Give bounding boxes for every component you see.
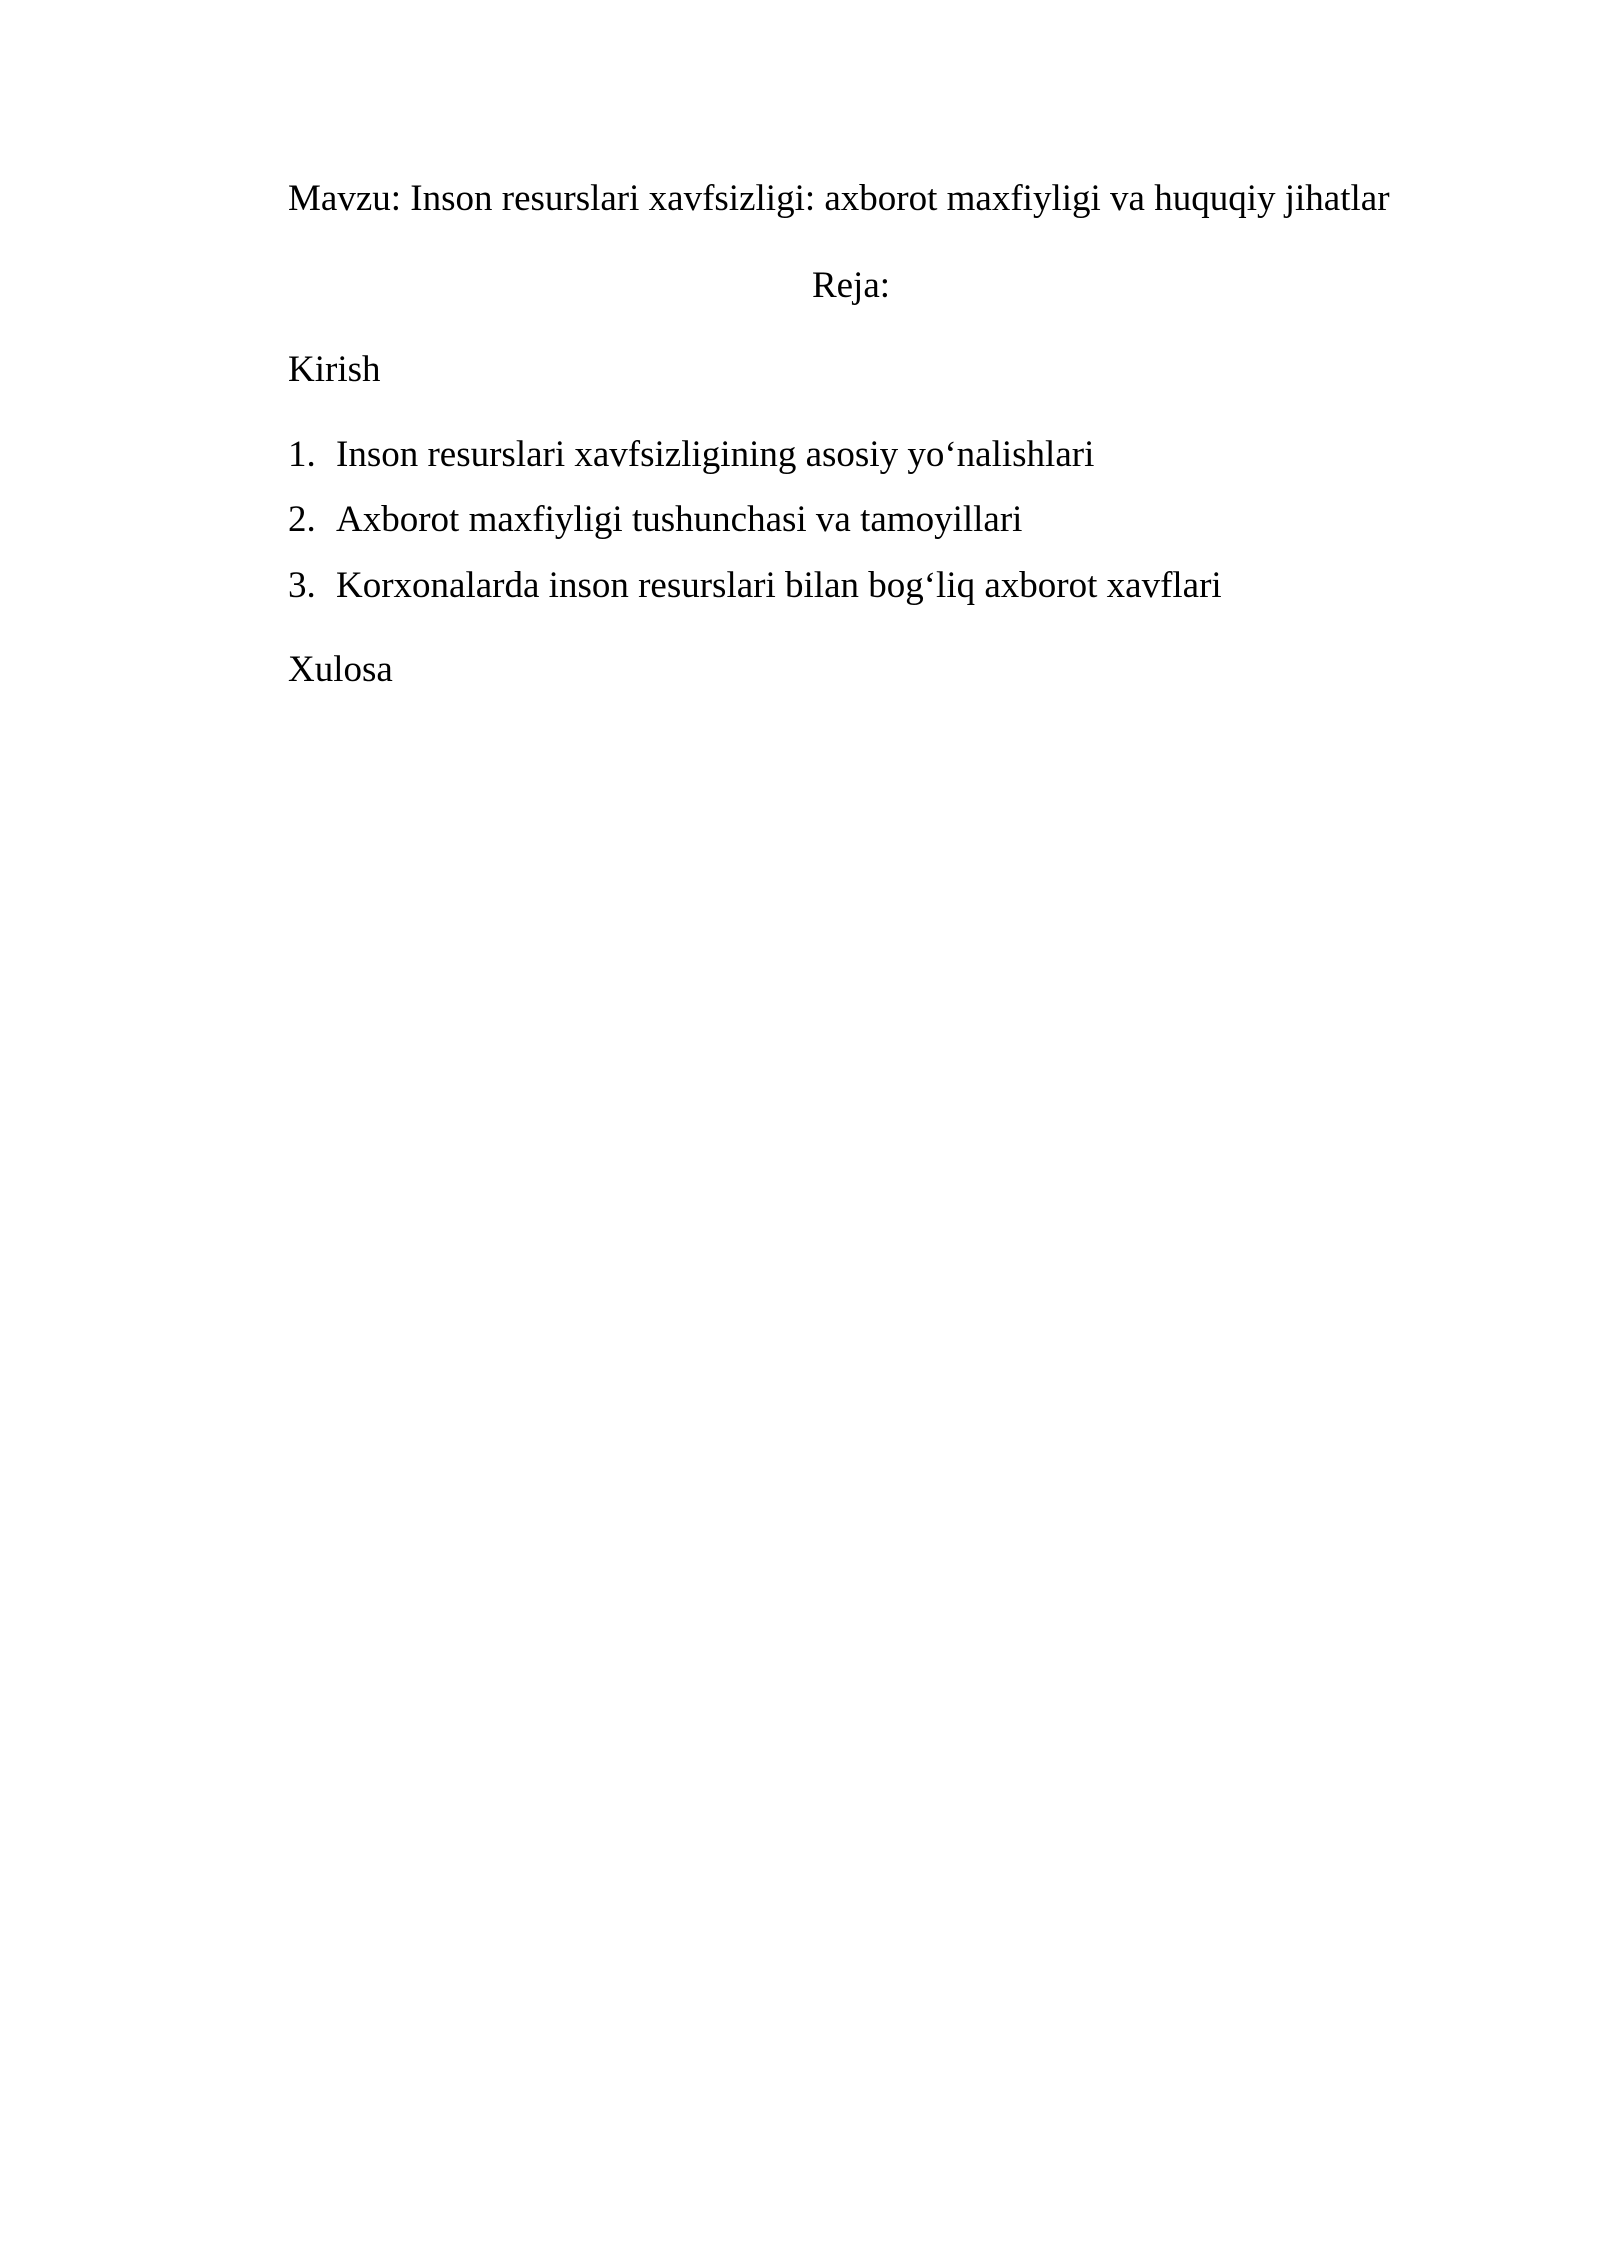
plan-item-text: Axborot maxfiyligi tushunchasi va tamoyillari [336, 499, 1023, 541]
plan-list-item [288, 499, 1428, 542]
plan-list-item [288, 434, 1428, 477]
plan-heading: Reja: [811, 264, 891, 306]
plan-list [288, 434, 1428, 608]
document-title: Mavzu: Inson resurslari xavfsizligi: axborot maxfiyligi va huquqiy jihatlar [288, 178, 1390, 219]
plan-item-number: 1. [288, 433, 316, 475]
document-content [288, 178, 1428, 692]
plan-item-number: 3. [288, 564, 316, 606]
intro-heading: Kirish [288, 349, 381, 391]
plan-item-text: Inson resurslari xavfsizligining asosiy yo‘nalishlari [336, 433, 1095, 475]
plan-item-text: Korxonalarda inson resurslari bilan bog‘liq axborot xavflari [336, 564, 1222, 606]
plan-list-item [288, 565, 1428, 608]
conclusion-heading: Xulosa [288, 649, 393, 691]
plan-item-number: 2. [288, 499, 316, 541]
